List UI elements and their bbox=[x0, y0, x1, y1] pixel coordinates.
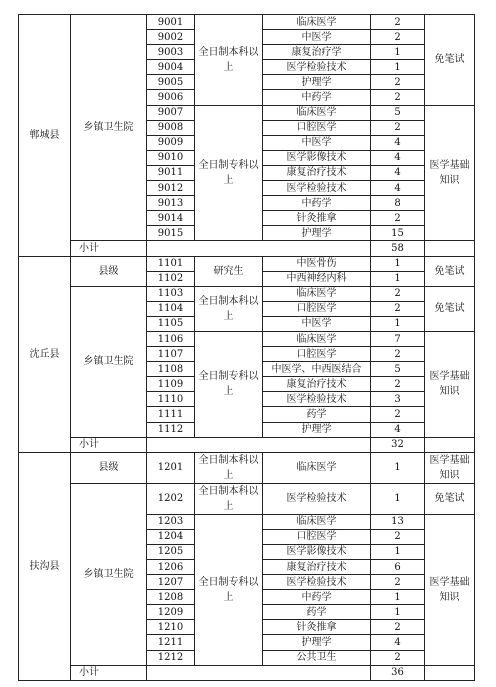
position-code: 1110 bbox=[147, 392, 195, 407]
recruit-count: 4 bbox=[371, 181, 425, 196]
empty-cell bbox=[147, 241, 371, 256]
position-code: 1203 bbox=[147, 514, 195, 529]
recruit-count: 4 bbox=[371, 422, 425, 437]
subtotal-value: 32 bbox=[371, 437, 425, 452]
table-row bbox=[19, 483, 475, 514]
major-name: 康复治疗技术 bbox=[263, 560, 371, 575]
education-requirement: 全日制本科以上 bbox=[195, 483, 263, 514]
position-code: 1109 bbox=[147, 377, 195, 392]
subtotal-label: 小计 bbox=[71, 241, 147, 256]
recruit-count: 7 bbox=[371, 331, 425, 346]
position-code: 1105 bbox=[147, 316, 195, 331]
position-code: 1206 bbox=[147, 560, 195, 575]
recruit-count: 2 bbox=[371, 529, 425, 544]
education-requirement: 全日制专科以上 bbox=[195, 105, 263, 241]
major-name: 临床医学 bbox=[263, 452, 371, 483]
empty-cell bbox=[425, 437, 475, 452]
major-name: 康复治疗技术 bbox=[263, 377, 371, 392]
recruit-count: 1 bbox=[371, 60, 425, 75]
recruit-count: 2 bbox=[371, 15, 425, 30]
unit-level: 乡镇卫生院 bbox=[71, 483, 147, 665]
position-code: 1210 bbox=[147, 620, 195, 635]
position-code: 1204 bbox=[147, 529, 195, 544]
major-name: 临床医学 bbox=[263, 331, 371, 346]
recruit-count: 4 bbox=[371, 150, 425, 165]
major-name: 医学影像技术 bbox=[263, 150, 371, 165]
position-code: 9002 bbox=[147, 30, 195, 45]
position-code: 1103 bbox=[147, 286, 195, 301]
major-name: 康复治疗学 bbox=[263, 45, 371, 60]
major-name: 口腔医学 bbox=[263, 120, 371, 135]
recruit-count: 2 bbox=[371, 347, 425, 362]
position-code: 1201 bbox=[147, 452, 195, 483]
major-name: 医学影像技术 bbox=[263, 544, 371, 559]
major-name: 中医学 bbox=[263, 135, 371, 150]
subtotal-row bbox=[19, 665, 475, 680]
education-requirement: 全日制本科以上 bbox=[195, 286, 263, 331]
position-code: 9012 bbox=[147, 181, 195, 196]
county-name: 郸城县 bbox=[19, 15, 71, 257]
position-code: 1212 bbox=[147, 650, 195, 665]
subtotal-row bbox=[19, 241, 475, 256]
position-code: 1102 bbox=[147, 271, 195, 286]
position-code: 9007 bbox=[147, 105, 195, 120]
major-name: 护理学 bbox=[263, 422, 371, 437]
major-name: 针灸推拿 bbox=[263, 211, 371, 226]
recruit-count: 2 bbox=[371, 286, 425, 301]
subtotal-value: 36 bbox=[371, 665, 425, 680]
major-name: 医学检验技术 bbox=[263, 575, 371, 590]
major-name: 中药学 bbox=[263, 90, 371, 105]
subtotal-row bbox=[19, 437, 475, 452]
exam-method: 医学基础知识 bbox=[425, 331, 475, 437]
position-code: 9006 bbox=[147, 90, 195, 105]
major-name: 护理学 bbox=[263, 226, 371, 241]
position-code: 1112 bbox=[147, 422, 195, 437]
major-name: 公共卫生 bbox=[263, 650, 371, 665]
position-code: 1209 bbox=[147, 605, 195, 620]
recruit-count: 2 bbox=[371, 90, 425, 105]
recruit-count: 6 bbox=[371, 560, 425, 575]
subtotal-value: 58 bbox=[371, 241, 425, 256]
recruit-count: 1 bbox=[371, 45, 425, 60]
recruit-count: 15 bbox=[371, 226, 425, 241]
major-name: 临床医学 bbox=[263, 105, 371, 120]
position-code: 9008 bbox=[147, 120, 195, 135]
position-code: 9005 bbox=[147, 75, 195, 90]
recruit-count: 4 bbox=[371, 635, 425, 650]
recruit-count: 2 bbox=[371, 650, 425, 665]
table-row bbox=[19, 15, 475, 30]
major-name: 中药学 bbox=[263, 196, 371, 211]
position-code: 1106 bbox=[147, 331, 195, 346]
major-name: 中医骨伤 bbox=[263, 256, 371, 271]
position-code: 9004 bbox=[147, 60, 195, 75]
position-code: 9014 bbox=[147, 211, 195, 226]
recruit-count: 4 bbox=[371, 135, 425, 150]
major-name: 中医学 bbox=[263, 316, 371, 331]
exam-method: 免笔试 bbox=[425, 15, 475, 106]
position-code: 9013 bbox=[147, 196, 195, 211]
county-name: 沈丘县 bbox=[19, 256, 71, 452]
position-code: 9011 bbox=[147, 165, 195, 180]
major-name: 中西神经内科 bbox=[263, 271, 371, 286]
major-name: 中医学、中西医结合 bbox=[263, 362, 371, 377]
major-name: 临床医学 bbox=[263, 286, 371, 301]
position-code: 1101 bbox=[147, 256, 195, 271]
exam-method: 免笔试 bbox=[425, 256, 475, 286]
unit-level: 县级 bbox=[71, 452, 147, 483]
position-code: 1107 bbox=[147, 347, 195, 362]
education-requirement: 全日制本科以上 bbox=[195, 452, 263, 483]
recruit-count: 2 bbox=[371, 407, 425, 422]
position-code: 1202 bbox=[147, 483, 195, 514]
major-name: 口腔医学 bbox=[263, 347, 371, 362]
position-code: 1207 bbox=[147, 575, 195, 590]
major-name: 口腔医学 bbox=[263, 529, 371, 544]
education-requirement: 研究生 bbox=[195, 256, 263, 286]
position-code: 9015 bbox=[147, 226, 195, 241]
recruit-count: 13 bbox=[371, 514, 425, 529]
major-name: 针灸推拿 bbox=[263, 620, 371, 635]
recruit-count: 2 bbox=[371, 75, 425, 90]
exam-method: 医学基础知识 bbox=[425, 452, 475, 483]
recruit-count: 1 bbox=[371, 590, 425, 605]
position-code: 9003 bbox=[147, 45, 195, 60]
unit-level: 乡镇卫生院 bbox=[71, 286, 147, 437]
position-code: 1104 bbox=[147, 301, 195, 316]
major-name: 临床医学 bbox=[263, 514, 371, 529]
exam-method: 医学基础知识 bbox=[425, 514, 475, 665]
unit-level: 乡镇卫生院 bbox=[71, 15, 147, 241]
empty-cell bbox=[425, 665, 475, 680]
recruit-count: 1 bbox=[371, 483, 425, 514]
major-name: 药学 bbox=[263, 407, 371, 422]
position-code: 1205 bbox=[147, 544, 195, 559]
recruit-count: 5 bbox=[371, 362, 425, 377]
unit-level: 县级 bbox=[71, 256, 147, 286]
position-code: 9010 bbox=[147, 150, 195, 165]
major-name: 护理学 bbox=[263, 635, 371, 650]
exam-method: 免笔试 bbox=[425, 483, 475, 514]
recruitment-position-table bbox=[18, 14, 475, 681]
education-requirement: 全日制专科以上 bbox=[195, 331, 263, 437]
recruit-count: 2 bbox=[371, 575, 425, 590]
position-code: 1211 bbox=[147, 635, 195, 650]
table-row bbox=[19, 452, 475, 483]
major-name: 医学检验技术 bbox=[263, 60, 371, 75]
recruit-count: 8 bbox=[371, 196, 425, 211]
position-code: 9001 bbox=[147, 15, 195, 30]
recruit-count: 1 bbox=[371, 452, 425, 483]
table-row bbox=[19, 286, 475, 301]
recruit-count: 5 bbox=[371, 105, 425, 120]
recruit-count: 2 bbox=[371, 120, 425, 135]
subtotal-label: 小计 bbox=[71, 437, 147, 452]
empty-cell bbox=[147, 437, 371, 452]
major-name: 药学 bbox=[263, 605, 371, 620]
exam-method: 免笔试 bbox=[425, 286, 475, 331]
recruit-count: 1 bbox=[371, 316, 425, 331]
recruit-count: 1 bbox=[371, 605, 425, 620]
county-name: 扶沟县 bbox=[19, 452, 71, 680]
education-requirement: 全日制本科以上 bbox=[195, 15, 263, 106]
major-name: 医学检验技术 bbox=[263, 483, 371, 514]
subtotal-label: 小计 bbox=[71, 665, 147, 680]
recruit-count: 1 bbox=[371, 271, 425, 286]
recruit-count: 3 bbox=[371, 392, 425, 407]
position-code: 1208 bbox=[147, 590, 195, 605]
major-name: 中药学 bbox=[263, 590, 371, 605]
major-name: 医学检验技术 bbox=[263, 181, 371, 196]
education-requirement: 全日制专科以上 bbox=[195, 514, 263, 665]
recruit-count: 1 bbox=[371, 256, 425, 271]
major-name: 医学检验技术 bbox=[263, 392, 371, 407]
major-name: 临床医学 bbox=[263, 15, 371, 30]
major-name: 康复治疗技术 bbox=[263, 165, 371, 180]
table-body bbox=[19, 15, 475, 681]
major-name: 口腔医学 bbox=[263, 301, 371, 316]
recruit-count: 1 bbox=[371, 544, 425, 559]
recruit-count: 2 bbox=[371, 211, 425, 226]
exam-method: 医学基础知识 bbox=[425, 105, 475, 241]
major-name: 中医学 bbox=[263, 30, 371, 45]
table-row bbox=[19, 256, 475, 271]
empty-cell bbox=[147, 665, 371, 680]
empty-cell bbox=[425, 241, 475, 256]
recruit-count: 2 bbox=[371, 30, 425, 45]
position-code: 1111 bbox=[147, 407, 195, 422]
major-name: 护理学 bbox=[263, 75, 371, 90]
recruit-count: 4 bbox=[371, 165, 425, 180]
position-code: 1108 bbox=[147, 362, 195, 377]
recruit-count: 2 bbox=[371, 301, 425, 316]
recruit-count: 2 bbox=[371, 377, 425, 392]
recruit-count: 2 bbox=[371, 620, 425, 635]
position-code: 9009 bbox=[147, 135, 195, 150]
